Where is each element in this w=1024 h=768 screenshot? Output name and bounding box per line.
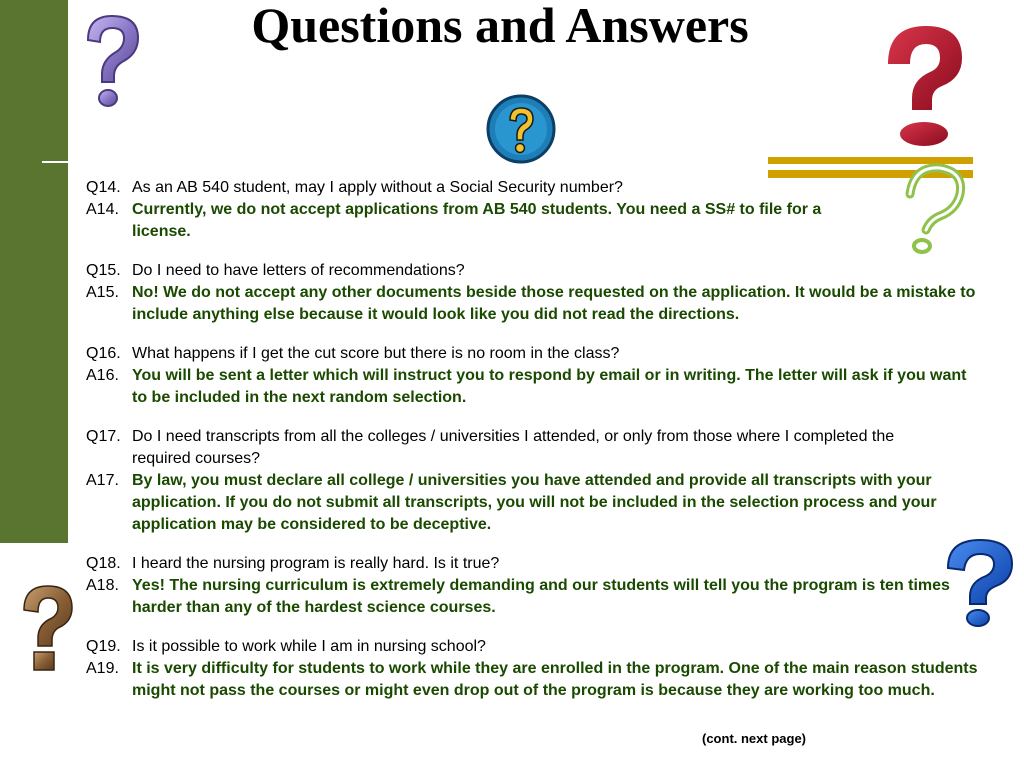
question-text: I heard the nursing program is really hard. Is it true?: [132, 555, 500, 572]
page-title: Questions and Answers: [251, 0, 749, 53]
question-text: As an AB 540 student, may I apply without a Social Security number?: [132, 179, 623, 196]
left-sidebar-bar: [0, 0, 68, 543]
continued-note: (cont. next page): [702, 731, 807, 746]
sidebar-tick: [42, 161, 68, 163]
answer-number: A15.: [86, 284, 119, 301]
question-number: Q17.: [86, 428, 121, 445]
qa-item-17: [86, 426, 986, 536]
answer-number: A16.: [86, 367, 119, 384]
question-text: Is it possible to work while I am in nursing school?: [132, 638, 486, 655]
purple-question-icon: [76, 10, 146, 110]
qa-item-15: [86, 260, 986, 326]
answer-number: A19.: [86, 660, 119, 677]
question-number: Q19.: [86, 638, 121, 655]
red-question-icon: [884, 20, 966, 148]
brown-question-icon: [18, 582, 78, 674]
qa-item-18: [86, 553, 986, 619]
answer-text: No! We do not accept any other documents beside those requested on the application. It would be a mistake to include anything else because it would look like you did not read the directions.: [132, 284, 976, 323]
answer-number: A18.: [86, 577, 119, 594]
question-text: What happens if I get the cut score but there is no room in the class?: [132, 345, 620, 362]
question-text: Do I need transcripts from all the colleges / universities I attended, or only from those where I completed the required courses?: [132, 428, 895, 467]
answer-text: Yes! The nursing curriculum is extremely demanding and our students will tell you the program is ten times harder than any of the hardest science courses.: [132, 577, 950, 616]
answer-text: By law, you must declare all college / universities you have attended and provide all transcripts with your application. If you do not submit all transcripts, you will not be included in the selection process and your application may be considered to be deceptive.: [132, 472, 937, 533]
qa-item-14: [86, 177, 986, 243]
answer-number: A17.: [86, 472, 119, 489]
qa-item-16: [86, 343, 986, 409]
answer-text: You will be sent a letter which will instruct you to respond by email or in writing. The letter will ask if you want to be included in the next random selection.: [132, 367, 967, 406]
question-number: Q18.: [86, 555, 121, 572]
question-number: Q15.: [86, 262, 121, 279]
answer-text: It is very difficulty for students to work while they are enrolled in the program. One of the main reason students might not pass the courses or might even drop out of the program is because they are working too much.: [132, 660, 978, 699]
answer-text: Currently, we do not accept applications from AB 540 students. You need a SS# to file for a license.: [132, 201, 822, 240]
question-number: Q16.: [86, 345, 121, 362]
blue-circle-question-icon: [486, 94, 556, 164]
question-number: Q14.: [86, 179, 121, 196]
answer-number: A14.: [86, 201, 119, 218]
qa-item-19: [86, 636, 986, 702]
qa-list: [86, 177, 986, 719]
question-text: Do I need to have letters of recommendations?: [132, 262, 465, 279]
